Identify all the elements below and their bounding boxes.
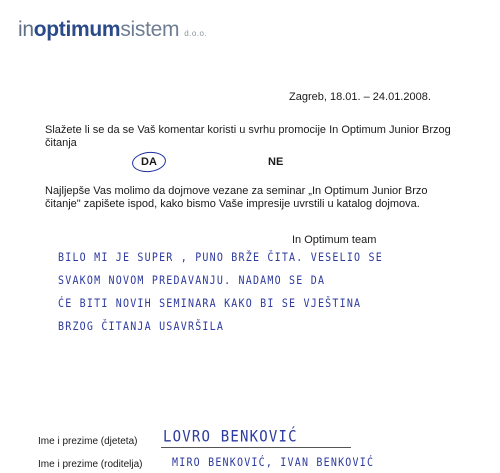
child-name-value: LOVRO BENKOVIĆ (163, 428, 298, 446)
logo-text-optimum: optimum (33, 18, 121, 41)
comment-line: SVAKOM NOVOM PREDAVANJU. NADAMO SE DA (58, 275, 326, 288)
logo-text-sistem: sistem (120, 18, 180, 41)
choice-yes-label: DA (141, 156, 157, 168)
comment-line: ĆE BITI NOVIH SEMINARA KAKO BI SE VJEŠTINA (58, 298, 362, 311)
company-logo (18, 18, 207, 42)
choice-yes[interactable] (132, 152, 166, 172)
comment-line: BILO MI JE SUPER , PUNO BRŽE ČITA. VESELIO SE (58, 252, 383, 265)
date-line: Zagreb, 18.01. – 24.01.2008. (289, 91, 431, 103)
logo-suffix: d.o.o. (184, 29, 208, 38)
team-signature: In Optimum team (292, 234, 377, 246)
child-name-label: Ime i prezime (djeteta) (38, 436, 138, 447)
request-text: Najljepše Vas molimo da dojmove vezane za seminar „In Optimum Junior Brzo čitanje" zapišete ispod, kako bismo Vaše impresije uvrstili u katalog dojmova. (45, 185, 428, 210)
logo-text-in: in (18, 18, 34, 41)
parent-name-label: Ime i prezime (roditelja) (38, 459, 143, 470)
parent-name-value: MIRO BENKOVIĆ, IVAN BENKOVIĆ (172, 457, 375, 470)
choice-no[interactable]: NE (268, 156, 284, 168)
consent-question: Slažete li se da se Vaš komentar koristi u svrhu promocije In Optimum Junior Brzog čitanja (45, 124, 451, 149)
child-name-underline (161, 447, 351, 448)
comment-line: BRZOG ČITANJA USAVRŠILA (58, 321, 225, 334)
